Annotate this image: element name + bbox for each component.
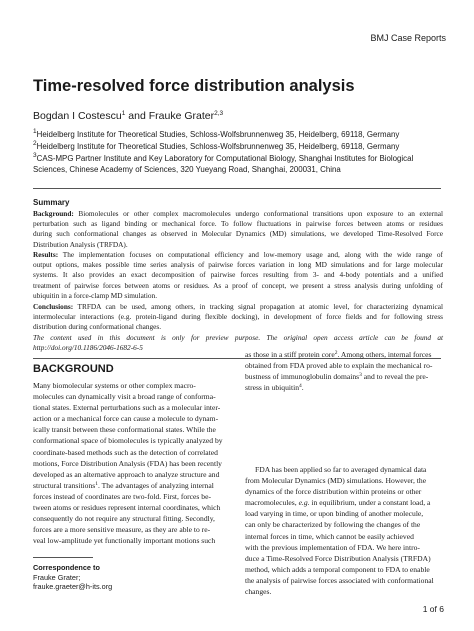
body-line: method, which adds a temporal component to FDA to enable: [245, 564, 430, 574]
author-name: Frauke Grater: [148, 110, 215, 122]
summary-text: The implementation focuses on computational efficiency and low-memory usage and, along with the wide range of: [62, 250, 443, 259]
body-text: structural transitions: [33, 480, 96, 490]
summary-conclusions: [33, 302, 443, 333]
author-affiliation-mark: 1: [121, 110, 126, 117]
affiliation-mark: 2: [33, 140, 37, 147]
preview-note-text: The content used in this document is only for preview purpose. The original open access article can be found at: [33, 333, 443, 342]
author-name: Bogdan I Costescu: [33, 110, 122, 122]
summary-text: output options, makes possible time series analysis of pairwise forces variation in long MD simulations and for large molecular: [33, 260, 443, 270]
body-line: conformational space of biomolecules is typically analyzed by: [33, 436, 223, 446]
left-column-text: [33, 380, 229, 546]
citation-ref[interactable]: 2: [334, 350, 338, 356]
summary-text: during such conformational changes as observed in Molecular Dynamics (MD) simulations, we developed Time-Resolved Force: [33, 229, 443, 239]
body-text: stress in ubiquitin: [245, 383, 300, 393]
summary-label: Conclusions:: [33, 302, 74, 311]
body-line: [245, 497, 441, 508]
body-line: consequently do not require any structural fitting. Secondly,: [33, 514, 215, 524]
body-line: forces are a more sensitive measure, as they are able to re-: [33, 525, 211, 535]
body-line: ically transit between these conformational states. While the: [33, 425, 216, 435]
body-text: .: [301, 383, 304, 393]
correspondence-heading: Correspondence to: [33, 563, 100, 572]
body-italic: e.g.: [298, 498, 310, 508]
correspondence: [33, 563, 112, 592]
summary-text: distribution during conformational changes.: [33, 322, 162, 332]
body-text: macromolecules,: [245, 498, 299, 508]
affiliation: [33, 141, 399, 152]
body-line: coordinate-based methods such as the detection of correlated: [33, 447, 218, 457]
summary-results: [33, 250, 443, 301]
summary-text: treatment of pairwise forces between atoms or residues. As a proof of concept, we present a stress analysis during unfolding of: [33, 280, 443, 290]
summary-background: [33, 209, 443, 250]
body-text: . The advantages of analyzing internal: [97, 480, 214, 490]
body-line: tional states. External perturbations such as a molecular inter-: [33, 403, 221, 413]
summary-text: Biomolecules or other complex macromolecules undergo conformational transitions upon exposure to an external: [78, 209, 443, 218]
journal-name: BMJ Case Reports: [370, 33, 446, 43]
body-text: in equilibrium, under a constant load, a: [309, 498, 431, 508]
body-line: forces instead of coordinates are two-fold. First, forces be-: [33, 491, 211, 501]
body-line: [33, 480, 229, 491]
body-line: developed as an alternative approach to analyze structure and: [33, 469, 220, 479]
body-line: the analysis of pairwise forces associated with conformational: [245, 575, 434, 585]
correspondence-email[interactable]: frauke.graeter@h-its.org: [33, 582, 113, 592]
body-line: action or a mechanical force can cause a molecule to dynam-: [33, 414, 219, 424]
right-column-text-top: [245, 349, 441, 393]
affiliation-text: Sciences, Chinese Academy of Sciences, 320 Yueyang Road, Shanghai, 200031, China: [33, 165, 341, 174]
section-heading: BACKGROUND: [33, 363, 114, 375]
body-line: Many biomolecular systems or other complex macro-: [33, 381, 196, 390]
body-line: changes.: [245, 587, 272, 597]
body-line: motions, Force Distribution Analysis (FDA) has been recently: [33, 458, 222, 468]
citation-ref[interactable]: 1: [95, 480, 98, 487]
affiliation-mark: 1: [33, 128, 37, 135]
body-line: with the previous implementation of FDA. We here intro-: [245, 542, 420, 552]
summary-label: Results:: [33, 250, 59, 259]
body-line: can only be characterized by following the changes of the: [245, 520, 421, 530]
body-line: internal forces in time, which cannot be easily achieved: [245, 531, 414, 541]
summary-text: intermolecular interactions (e.g. protein-ligand during flexible docking), in development of force fields and for following stress: [33, 312, 443, 322]
body-line: obtained from FDA proved able to explain the mechanical ro-: [245, 361, 433, 371]
summary-text: TRFDA can be used, among others, in tracking signal propagation at atomic level, for characterizing dynamical: [77, 302, 443, 311]
author-list: [33, 110, 223, 122]
affiliation-text: CAS-MPG Partner Institute and Key Laboratory for Computational Biology, Shanghai Institutes for Biological: [36, 154, 414, 163]
body-line: [245, 371, 441, 382]
body-line: [245, 349, 441, 360]
summary-text: perturbation such as ligand binding or mechanical force. To follow fluctuations in pairwise forces between atoms or residues: [33, 219, 443, 229]
body-line: veal low-amplitude yet functionally important motions such: [33, 536, 216, 546]
body-line: duce a Time-Resolved Force Distribution Analysis (TRFDA): [245, 553, 431, 563]
summary-label: Background:: [33, 209, 74, 218]
author-affiliation-mark: 2,3: [214, 110, 224, 117]
affiliation: [33, 129, 399, 140]
right-column-text-bottom: [245, 464, 441, 597]
paper-title: Time-resolved force distribution analysis: [33, 77, 355, 95]
body-text: . Among others, internal forces: [337, 350, 432, 359]
section-divider: [33, 188, 441, 189]
body-line: molecules can dynamically visit a broad range of conforma-: [33, 392, 216, 402]
body-line: dynamics of the force distribution within proteins or other: [245, 487, 422, 497]
body-line: FDA has been applied so far to averaged dynamical data: [255, 465, 427, 474]
page-number: 1 of 6: [422, 604, 444, 614]
summary-heading: Summary: [33, 198, 70, 207]
body-text: bustness of immunoglobulin domains: [245, 372, 360, 382]
body-text: as those in a stiff protein core: [245, 350, 335, 359]
body-text: and to reveal the pre-: [361, 372, 429, 382]
summary-text: Distribution Analysis (TRFDA).: [33, 239, 128, 249]
affiliation: [33, 153, 413, 175]
body-line: from Molecular Dynamics (MD) simulations. However, the: [245, 476, 427, 486]
doi-link[interactable]: http://doi.org/10.1186/2046-1682-6-5: [33, 343, 143, 353]
summary-text: systems. It also provides an exact decomposition of pairwise forces resulting from 3- and 4-body potentials and a unified: [33, 270, 443, 280]
body-line: [245, 382, 441, 393]
affiliation-text: Heidelberg Institute for Theoretical Studies, Schloss-Wolfsbrunnenweg 35, Heidelberg, 69118, Germany: [36, 130, 400, 139]
correspondence-name: Frauke Grater;: [33, 572, 81, 582]
body-line: load varying in time, or upon binding of another molecule,: [245, 509, 424, 519]
footnote-divider: [33, 557, 93, 558]
summary-text: ubiquitin in a force-clamp MD simulation.: [33, 290, 158, 300]
body-line: tween atoms or residues represent internal coordinates, which: [33, 503, 221, 513]
citation-ref[interactable]: 4: [299, 383, 302, 390]
affiliation-mark: 3: [33, 152, 37, 159]
citation-ref[interactable]: 3: [359, 372, 362, 379]
author-joiner: and: [128, 110, 146, 122]
affiliation-text: Heidelberg Institute for Theoretical Studies, Schloss-Wolfsbrunnenweg 35, Heidelberg, 69118, Germany: [36, 142, 400, 151]
